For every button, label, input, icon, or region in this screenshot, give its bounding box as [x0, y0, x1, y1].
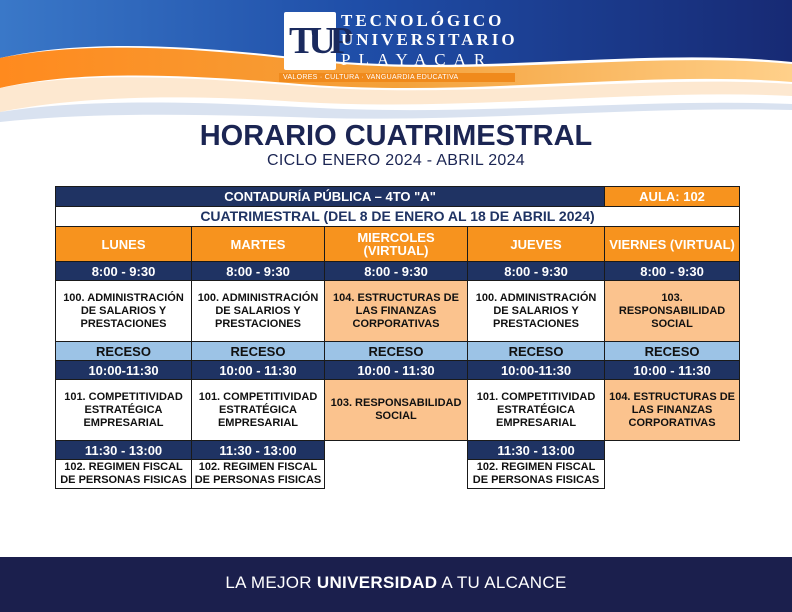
time-row-3	[56, 441, 740, 460]
classroom-badge: AULA: 102	[605, 187, 740, 207]
empty-cell	[325, 460, 468, 489]
logo-line-2: UNIVERSITARIO	[341, 30, 518, 49]
time-slot: 10:00-11:30	[468, 361, 605, 380]
course-cell: 101. COMPETITIVIDAD ESTRATÉGICA EMPRESARIAL	[192, 380, 325, 441]
recess-cell: RECESO	[468, 342, 605, 361]
footer-text-post: A TU ALCANCE	[437, 573, 567, 592]
university-logo	[281, 10, 517, 84]
footer-text-pre: LA MEJOR	[225, 573, 317, 592]
time-slot: 10:00 - 11:30	[192, 361, 325, 380]
time-row-2	[56, 361, 740, 380]
time-slot: 11:30 - 13:00	[192, 441, 325, 460]
empty-cell	[605, 460, 740, 489]
day-header: LUNES	[56, 227, 192, 262]
course-cell: 103. RESPONSABILIDAD SOCIAL	[605, 281, 740, 342]
empty-cell	[605, 441, 740, 460]
time-row-1	[56, 262, 740, 281]
logo-tagline: VALORES · CULTURA · VANGUARDIA EDUCATIVA	[279, 73, 515, 82]
time-slot: 11:30 - 13:00	[468, 441, 605, 460]
period-row	[56, 207, 740, 227]
day-header: MIERCOLES (VIRTUAL)	[325, 227, 468, 262]
time-slot: 8:00 - 9:30	[325, 262, 468, 281]
logo-monogram: TUP	[289, 20, 347, 62]
course-cell: 104. ESTRUCTURAS DE LAS FINANZAS CORPORATIVAS	[325, 281, 468, 342]
course-cell: 101. COMPETITIVIDAD ESTRATÉGICA EMPRESARIAL	[56, 380, 192, 441]
recess-cell: RECESO	[192, 342, 325, 361]
time-slot: 8:00 - 9:30	[605, 262, 740, 281]
course-row-2	[56, 380, 740, 441]
program-name: CONTADURÍA PÚBLICA – 4TO "A"	[56, 187, 605, 207]
day-header: VIERNES (VIRTUAL)	[605, 227, 740, 262]
course-cell: 101. COMPETITIVIDAD ESTRATÉGICA EMPRESARIAL	[468, 380, 605, 441]
course-row-1	[56, 281, 740, 342]
day-header: JUEVES	[468, 227, 605, 262]
time-slot: 8:00 - 9:30	[56, 262, 192, 281]
time-slot: 8:00 - 9:30	[192, 262, 325, 281]
footer-text-strong: UNIVERSIDAD	[316, 573, 438, 592]
recess-cell: RECESO	[605, 342, 740, 361]
days-row	[56, 227, 740, 262]
course-cell: 102. REGIMEN FISCAL DE PERSONAS FISICAS	[468, 460, 605, 489]
recess-cell: RECESO	[56, 342, 192, 361]
course-row-3	[56, 460, 740, 489]
schedule-table	[55, 186, 740, 489]
recess-row	[56, 342, 740, 361]
empty-cell	[325, 441, 468, 460]
time-slot: 8:00 - 9:30	[468, 262, 605, 281]
course-cell: 100. ADMINISTRACIÓN DE SALARIOS Y PRESTACIONES	[192, 281, 325, 342]
time-slot: 10:00 - 11:30	[325, 361, 468, 380]
footer-banner	[0, 557, 792, 612]
course-cell: 104. ESTRUCTURAS DE LAS FINANZAS CORPORATIVAS	[605, 380, 740, 441]
period-label: CUATRIMESTRAL (DEL 8 DE ENERO AL 18 DE ABRIL 2024)	[56, 207, 740, 227]
day-header: MARTES	[192, 227, 325, 262]
time-slot: 11:30 - 13:00	[56, 441, 192, 460]
program-row	[56, 187, 740, 207]
time-slot: 10:00-11:30	[56, 361, 192, 380]
time-slot: 10:00 - 11:30	[605, 361, 740, 380]
logo-line-3: PLAYACAR	[341, 50, 494, 69]
course-cell: 100. ADMINISTRACIÓN DE SALARIOS Y PRESTACIONES	[468, 281, 605, 342]
course-cell: 102. REGIMEN FISCAL DE PERSONAS FISICAS	[56, 460, 192, 489]
recess-cell: RECESO	[325, 342, 468, 361]
logo-line-1: TECNOLÓGICO	[341, 11, 505, 30]
page-title: HORARIO CUATRIMESTRAL	[199, 120, 593, 152]
course-cell: 100. ADMINISTRACIÓN DE SALARIOS Y PRESTACIONES	[56, 281, 192, 342]
page-subtitle: CICLO ENERO 2024 - ABRIL 2024	[266, 152, 525, 169]
course-cell: 103. RESPONSABILIDAD SOCIAL	[325, 380, 468, 441]
course-cell: 102. REGIMEN FISCAL DE PERSONAS FISICAS	[192, 460, 325, 489]
tup-monogram-icon	[284, 12, 347, 70]
